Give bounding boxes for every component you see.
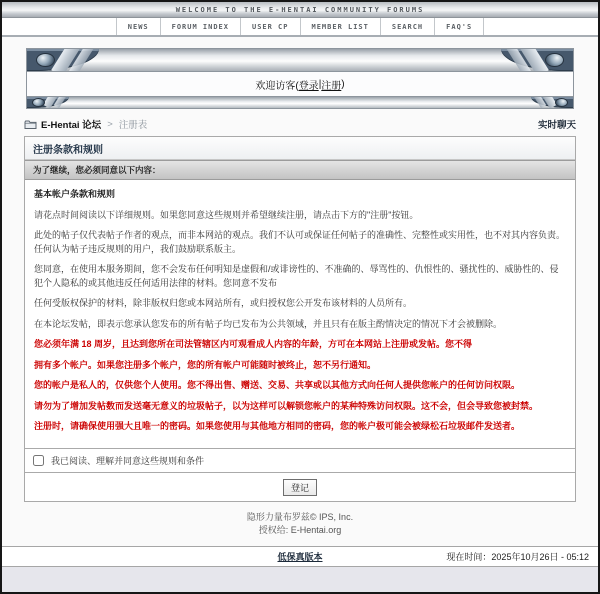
nav-item-forum-index[interactable]: FORUM INDEX (160, 18, 240, 35)
terms-warning-paragraph: 注册时，请确保使用强大且唯一的密码。如果您使用与其他地方相同的密码，您的帐户极可能会被绿松石垃圾邮件发送者。 (34, 421, 521, 431)
footer-credits (2, 511, 598, 539)
register-link[interactable]: 注册 (321, 80, 342, 92)
banner-top-strip (26, 48, 574, 71)
welcome-banner (26, 48, 574, 109)
banner-corner-ornament-icon (531, 97, 573, 108)
breadcrumb-home-link[interactable]: E-Hentai 论坛 (41, 120, 102, 131)
panel-subtitle: 为了继续，您必须同意以下内容： (25, 160, 575, 180)
current-time-label: 现在时间： (446, 552, 492, 563)
terms-paragraph: 在本论坛发帖，即表示您承认您发布的所有帖子均已发布为公共领域，并且只有在版主酌情决定的情况下才会被删除。 (34, 318, 503, 329)
main-nav (2, 18, 598, 37)
banner-corner-ornament-icon (27, 49, 99, 71)
banner-corner-ornament-icon (27, 97, 69, 108)
site-title: WELCOME TO THE E-HENTAI COMMUNITY FORUMS (175, 5, 425, 14)
register-submit-button[interactable]: 登记 (283, 479, 317, 496)
welcome-text-suffix: ) (341, 78, 345, 90)
terms-warning-paragraph: 您的帐户是私人的，仅供您个人使用。您不得出售、赠送、交易、共享或以其他方式向任何人提供您帐户的任何访问权限。 (34, 380, 521, 390)
registration-terms-panel (24, 136, 576, 502)
nav-item-user-cp[interactable]: USER CP (240, 18, 300, 35)
welcome-separator: | (318, 78, 322, 90)
terms-paragraph: 此处的帖子仅代表帖子作者的观点，而非本网站的观点。我们不认可或保证任何帖子的准确性、完整性或实用性，也不对其内容负责。任何认为帖子违反规则的用户，我们鼓励联系版主。 (34, 230, 566, 254)
banner-bottom-strip (26, 96, 574, 109)
terms-text-body (25, 180, 575, 448)
welcome-text-prefix: 欢迎访客( (255, 80, 299, 92)
terms-warning-paragraph: 您必须年满 18 周岁，且达到您所在司法管辖区内可观看成人内容的年龄，方可在本网站上注册或发帖。您不得 (34, 339, 473, 349)
nav-item-news[interactable]: NEWS (116, 18, 160, 35)
terms-paragraph: 请花点时间阅读以下详细规则。如果您同意这些规则并希望继续注册，请点击下方的"注册"按钮。 (34, 209, 419, 220)
nav-item-search[interactable]: SEARCH (380, 18, 434, 35)
breadcrumb-separator: > (107, 118, 113, 130)
banner-corner-ornament-icon (501, 49, 573, 71)
terms-warning-paragraph: 请勿为了增加发帖数而发送毫无意义的垃圾帖子，以为这样可以解锁您帐户的某种特殊访问权限。这不会，但会导致您被封禁。 (34, 400, 539, 411)
site-title-bar (2, 2, 598, 18)
welcome-guest-row (26, 71, 574, 96)
submit-row (25, 472, 575, 501)
lofi-version-link[interactable]: 低保真版本 (277, 552, 323, 563)
breadcrumb-current-page: 注册表 (118, 120, 148, 131)
page-bottom-background (2, 567, 598, 592)
terms-paragraph: 您同意，在使用本服务期间，您不会发布任何明知是虚假和/或诽谤性的、不准确的、辱骂性的、仇恨性的、骚扰性的、威胁性的、侵犯个人隐私的或其他违反任何适用法律的材料。您同意不发布 (34, 264, 559, 288)
login-link[interactable]: 登录 (298, 80, 319, 92)
footer-copyright: 隐形力量布罗兹© IPS, Inc. (246, 511, 354, 522)
nav-item-member-list[interactable]: MEMBER LIST (300, 18, 380, 35)
agree-label: 我已阅读、理解并同意这些规则和条件 (51, 455, 205, 466)
bottom-bar (2, 546, 598, 567)
terms-warning-paragraph: 拥有多个帐户。如果您注册多个帐户，您的所有帐户可能随时被终止，恕不另行通知。 (34, 359, 377, 370)
current-time (446, 550, 598, 563)
folder-icon (24, 119, 37, 130)
live-chat-link[interactable]: 实时聊天 (537, 120, 576, 131)
terms-paragraph: 任何受版权保护的材料，除非版权归您或本网站所有，或归授权您公开发布该材料的人员所有。 (34, 298, 413, 308)
panel-title: 注册条款和规则 (25, 137, 575, 160)
footer-licensed-to: 授权给: E-Hentai.org (258, 525, 342, 536)
agree-checkbox[interactable] (33, 455, 44, 466)
nav-item-faqs[interactable]: FAQ'S (434, 18, 484, 35)
breadcrumb (24, 117, 576, 131)
agree-row (25, 448, 575, 472)
terms-section-heading: 基本帐户条款和规则 (34, 189, 116, 199)
current-time-value: 2025年10月26日 - 05:12 (491, 552, 589, 563)
